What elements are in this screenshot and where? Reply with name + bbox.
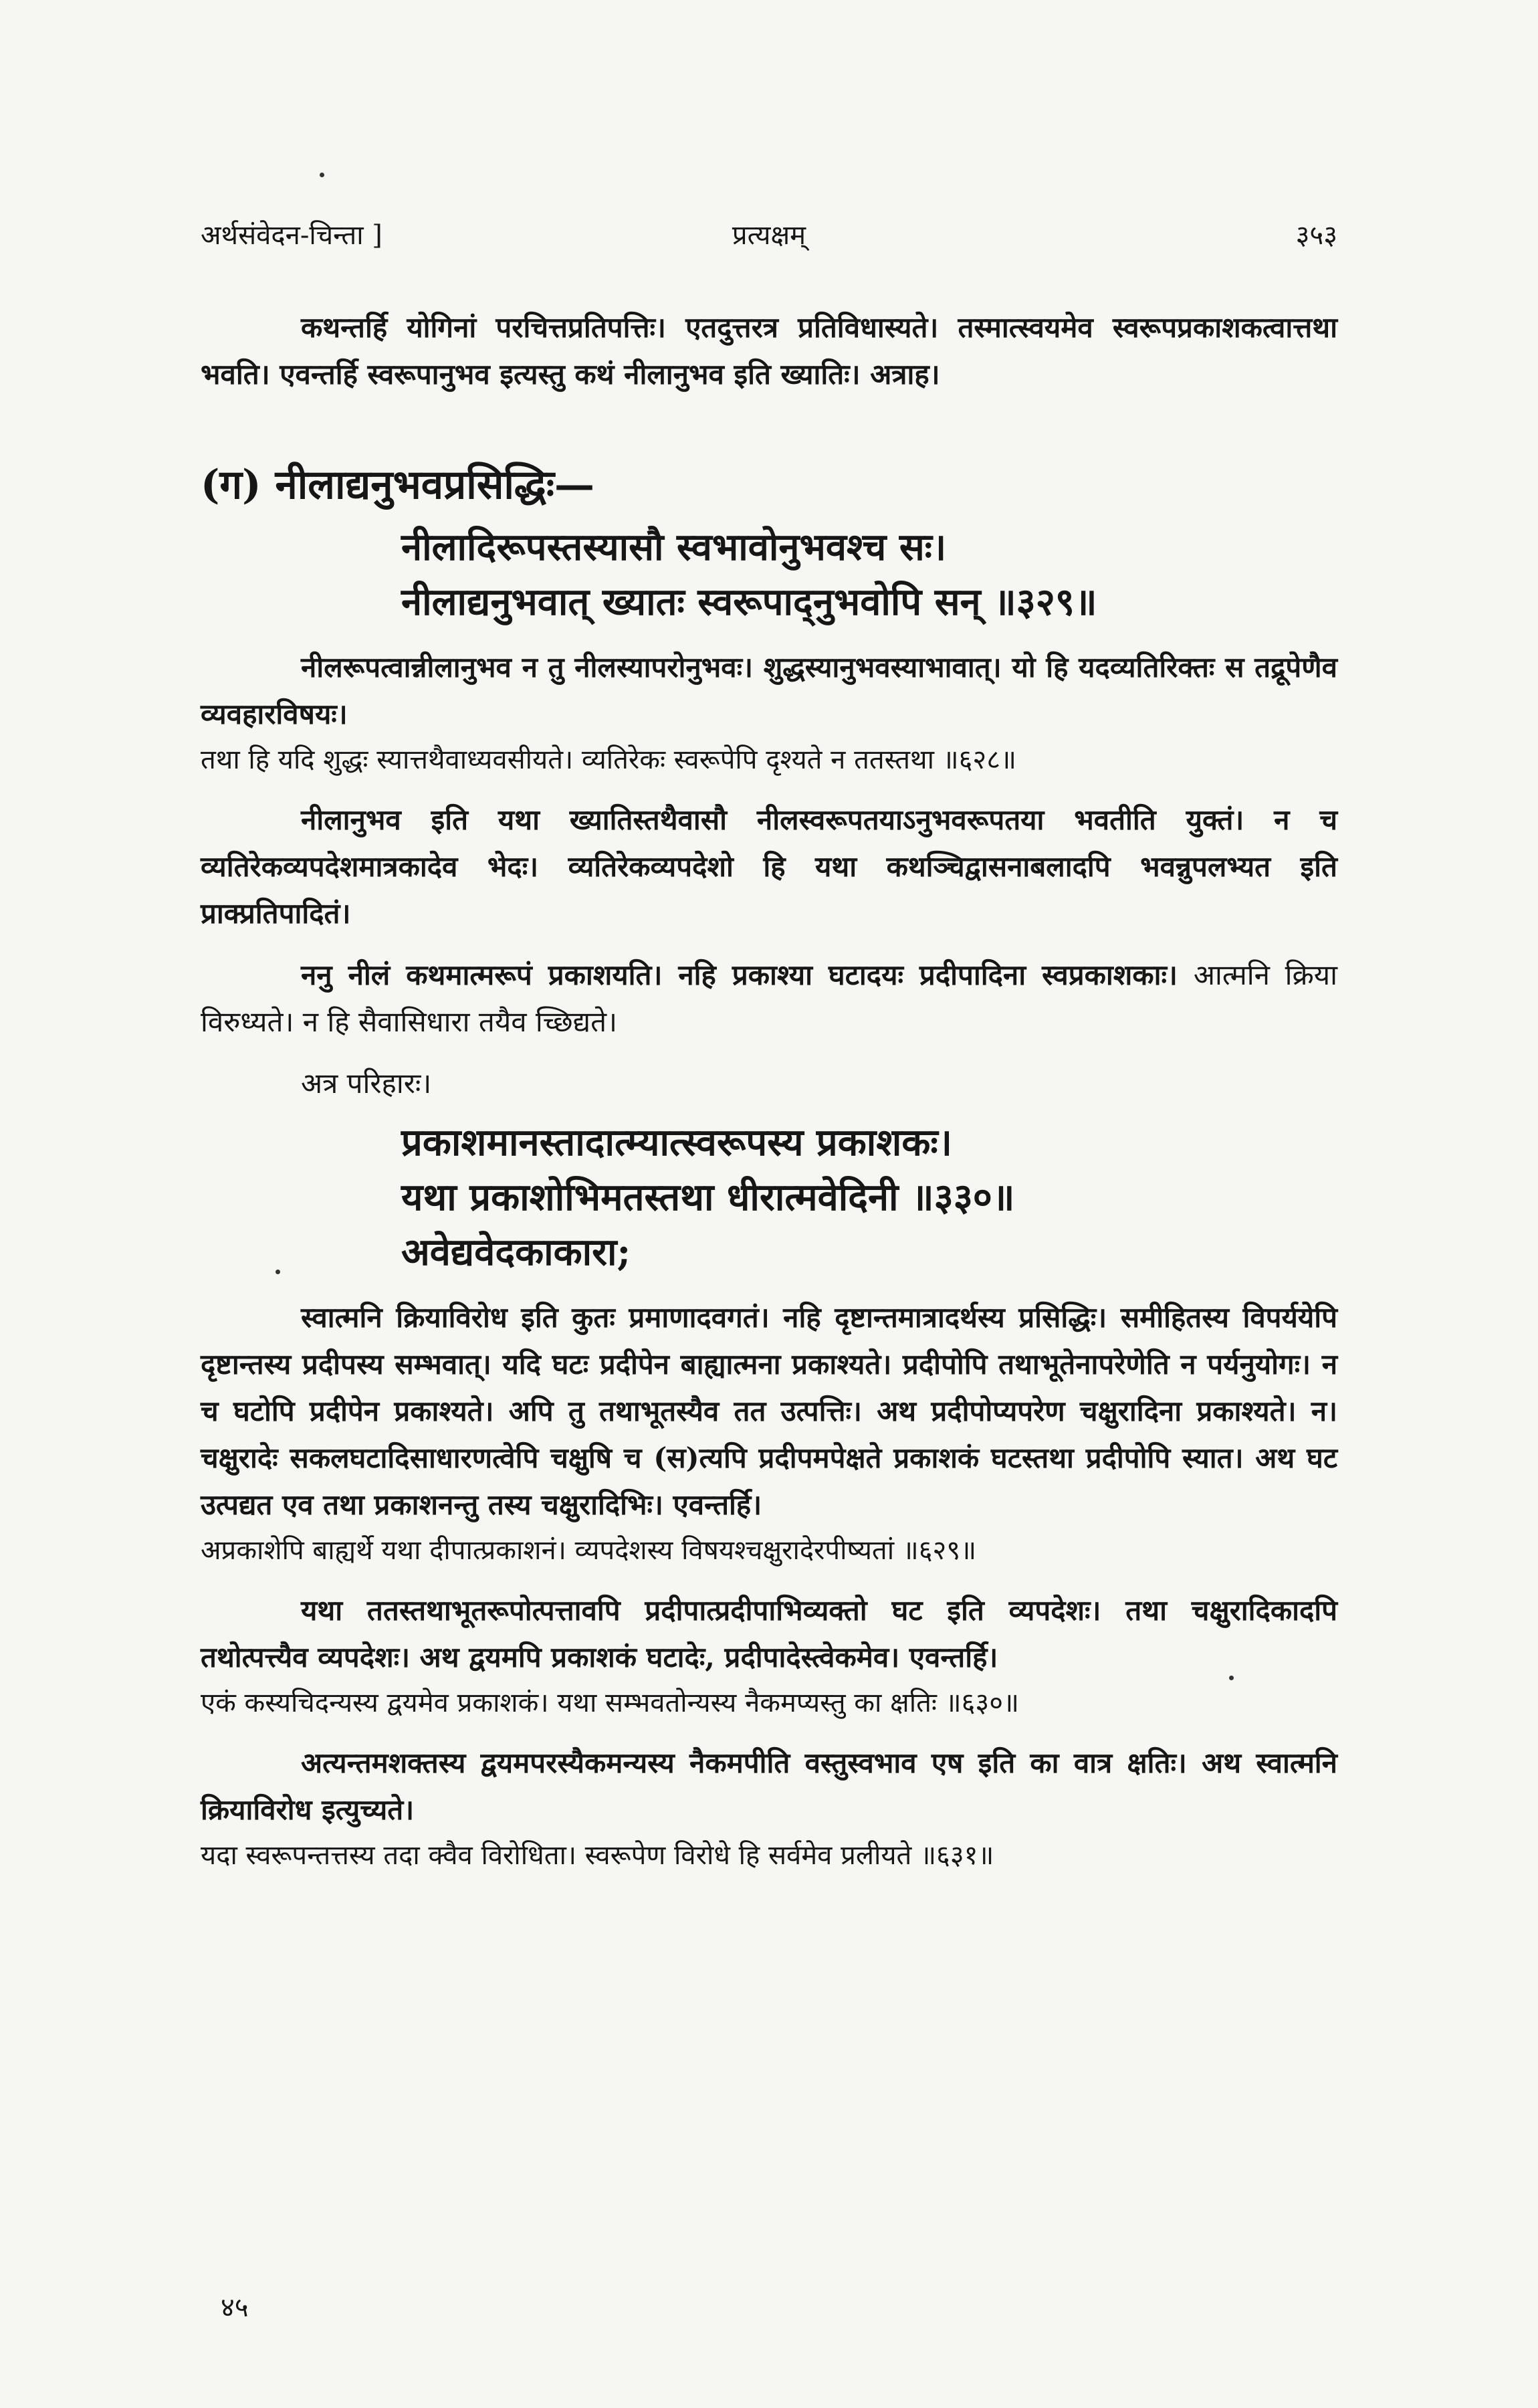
header-page-number: ३५३	[1295, 220, 1337, 251]
verse-330-line-3: अवेद्यवेदकाकारा;	[401, 1230, 631, 1274]
paragraph-5: अत्र परिहारः।	[301, 1067, 432, 1100]
print-speck	[320, 173, 324, 177]
signature-mark: ४५	[221, 2292, 249, 2323]
karika-631: यदा स्वरूपन्तत्तस्य तदा क्वैव विरोधिता। स्वरूपेण विरोधे हि सर्वमेव प्रलीयते ॥६३१॥	[201, 1840, 994, 1871]
header-section-title: अर्थसंवेदन-चिन्ता ]	[201, 220, 382, 251]
karika-629: अप्रकाशेपि बाह्यर्थे यथा दीपात्प्रकाशनं। व्यपदेशस्य विषयश्चक्षुरादेरपीष्यतां ॥६२९॥	[201, 1535, 977, 1566]
verse-330-line-1: प्रकाशमानस्तादात्म्यात्स्वरूपस्य प्रकाशकः।	[401, 1120, 952, 1165]
verse-329	[401, 520, 1337, 629]
karika-628: तथा हि यदि शुद्धः स्यात्तथैवाध्यवसीयते। व्यतिरेकः स्वरूपेपि दृश्यते न ततस्तथा ॥६२८॥	[201, 744, 1016, 775]
print-speck	[1229, 1676, 1234, 1680]
paragraph-1: कथन्तर्हि योगिनां परचित्तप्रतिपत्तिः। एतदुत्तरत्र प्रतिविधास्यते। तस्मात्स्वयमेव स्वरूपप्रकाशकत्वात्तथा भवति। एवन्तर्हि स्वरूपानुभव इत्यस्तु कथं नीलानुभव इति ख्यातिः। अत्राह।	[201, 311, 1337, 391]
paragraph-4-plain: आत्मनि क्रिया विरुध्यते। न हि सैवासिधारा तयैव च्छिद्यते।	[201, 959, 1337, 1038]
paragraph-3: नीलानुभव इति यथा ख्यातिस्तथैवासौ नीलस्वरूपतयाऽनुभवरूपतया भवतीति युक्तं। न च व्यतिरेकव्यपदेशमात्रकादेव भेदः। व्यतिरेकव्यपदेशो हि यथा कथञ्चिद्वासनाबलादपि भवन्नुपलभ्यत इति प्राक्प्रतिपादितं।	[201, 803, 1337, 930]
karika-630: एकं कस्यचिदन्यस्य द्वयमेव प्रकाशकं। यथा सम्भवतोन्यस्य नैकमप्यस्तु का क्षतिः ॥६३०॥	[201, 1688, 1019, 1718]
verse-330-line-2: यथा प्रकाशोभिमतस्तथा धीरात्मवेदिनी ॥३३०॥	[401, 1175, 1015, 1219]
section-heading: (ग) नीलाद्यनुभवप्रसिद्धिः—	[201, 462, 594, 508]
paragraph-4	[201, 952, 1337, 1045]
page-body	[201, 304, 1337, 1878]
paragraph-4-bold: ननु नीलं कथमात्मरूपं प्रकाशयति। नहि प्रकाश्या घटादयः प्रदीपादिना स्वप्रकाशकाः।	[301, 959, 1178, 991]
header-chapter-title: प्रत्यक्षम्	[732, 220, 806, 251]
running-header	[201, 215, 1337, 269]
paragraph-8: अत्यन्तमशक्तस्य द्वयमपरस्यैकमन्यस्य नैकमपीति वस्तुस्वभाव एष इति का वात्र क्षतिः। अथ स्वात्मनि क्रियाविरोध इत्युच्यते।	[201, 1746, 1337, 1826]
paragraph-6: स्वात्मनि क्रियाविरोध इति कुतः प्रमाणादवगतं। नहि दृष्टान्तमात्रादर्थस्य प्रसिद्धिः। समीहितस्य विपर्ययेपि दृष्टान्तस्य प्रदीपस्य सम्भवात्। यदि घटः प्रदीपेन बाह्यात्मना प्रकाश्यते। प्रदीपोपि तथाभूतेनापरेणेति न पर्यनुयोगः। न च घटोपि प्रदीपेन प्रकाश्यते। अपि तु तथाभूतस्यैव तत उत्पत्तिः। अथ प्रदीपोप्यपरेण चक्षुरादिना प्रकाश्यते। न। चक्षुरादेः सकलघटादिसाधारणत्वेपि चक्षुषि च (स)त्यपि प्रदीपमपेक्षते प्रकाशकं घटस्तथा प्रदीपोपि स्यात। अथ घट उत्पद्यत एव तथा प्रकाशनन्तु तस्य चक्षुरादिभिः। एवन्तर्हि।	[201, 1301, 1337, 1521]
verse-330	[401, 1115, 1337, 1280]
paragraph-7: यथा ततस्तथाभूतरूपोत्पत्तावपि प्रदीपात्प्रदीपाभिव्यक्तो घट इति व्यपदेशः। तथा चक्षुरादिकादपि तथोत्पत्त्यैव व्यपदेशः। अथ द्वयमपि प्रकाशकं घटादेः, प्रदीपादेस्त्वेकमेव। एवन्तर्हि।	[201, 1594, 1337, 1674]
verse-329-line-2: नीलाद्यनुभवात् ख्यातः स्वरूपाद्नुभवोपि सन् ॥३२९॥	[401, 580, 1097, 624]
paragraph-2: नीलरूपत्वान्नीलानुभव न तु नीलस्यापरोनुभवः। शुद्धस्यानुभवस्याभावात्। यो हि यदव्यतिरिक्तः स तद्रूपेणैव व्यवहारविषयः।	[201, 651, 1337, 730]
verse-329-line-1: नीलादिरूपस्तस्यासौ स्वभावोनुभवश्च सः।	[401, 525, 947, 569]
print-speck	[276, 1270, 280, 1274]
